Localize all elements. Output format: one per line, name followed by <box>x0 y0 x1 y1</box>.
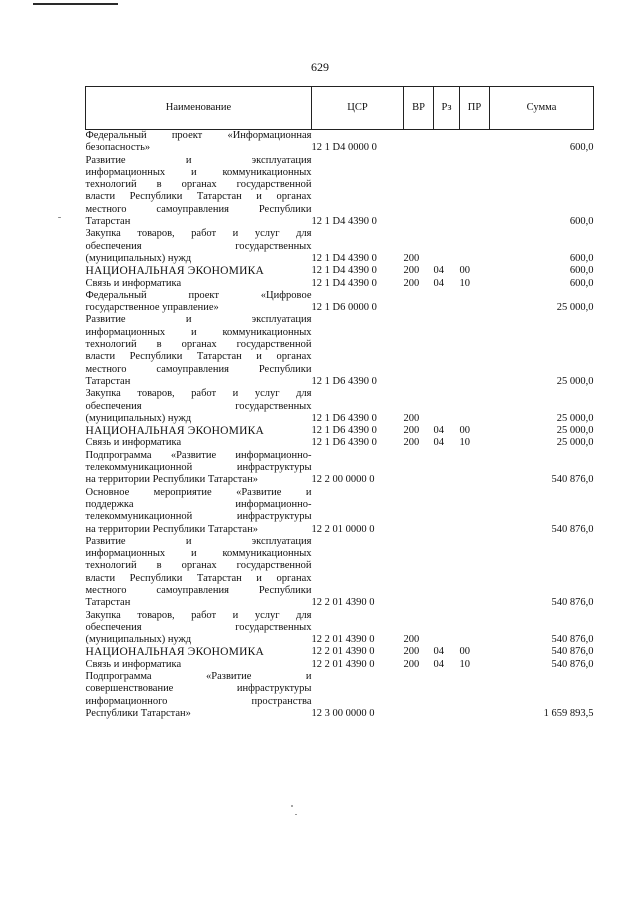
row-pr <box>460 314 490 388</box>
table-row <box>86 536 594 610</box>
row-name-line: Закупка товаров, работ и услуг для <box>85 228 312 240</box>
row-csr: 12 1 D4 4390 0 <box>311 265 377 277</box>
row-rz <box>434 314 460 388</box>
row-rz <box>434 388 460 425</box>
row-rz <box>434 228 460 265</box>
row-csr: 12 1 D4 4390 0 <box>311 252 377 264</box>
row-name-line: технологий в органах государственной <box>85 179 312 191</box>
row-name-line: обеспечения государственных <box>85 400 312 412</box>
row-csr: 12 3 00 0000 0 <box>311 707 375 719</box>
table-row <box>86 671 594 720</box>
row-sum: 540 876,0 <box>551 523 594 535</box>
row-sum: 25 000,0 <box>556 302 594 314</box>
row-name <box>86 265 312 277</box>
row-vr: 200 <box>403 252 420 264</box>
row-rz <box>434 290 460 315</box>
row-sum: 540 876,0 <box>551 474 594 486</box>
row-pr <box>460 487 490 536</box>
row-name-line: НАЦИОНАЛЬНАЯ ЭКОНОМИКА <box>85 265 264 278</box>
table-row <box>86 437 594 449</box>
row-name <box>86 536 312 610</box>
row-name-line: (муниципальных) нужд <box>85 634 192 646</box>
row-pr: 00 <box>459 265 470 277</box>
table-row <box>86 659 594 671</box>
row-vr <box>404 130 434 155</box>
row-rz <box>434 610 460 647</box>
row-sum: 600,0 <box>569 265 594 277</box>
row-sum: 540 876,0 <box>551 634 594 646</box>
row-rz <box>434 671 460 720</box>
row-name-line: местного самоуправления Республики <box>85 203 312 215</box>
row-name-line: Федеральный проект «Информационная <box>85 130 312 141</box>
header-csr: ЦСР <box>312 87 404 130</box>
row-sum: 600,0 <box>569 277 594 289</box>
table-row <box>86 265 594 277</box>
row-vr: 200 <box>403 437 420 449</box>
row-vr: 200 <box>403 425 420 437</box>
table-row <box>86 290 594 315</box>
row-pr <box>460 671 490 720</box>
row-name-line: Основное мероприятие «Развитие и <box>85 486 312 498</box>
row-pr <box>460 388 490 425</box>
row-name-line: Развитие и эксплуатация <box>85 154 312 166</box>
row-name-line: Татарстан <box>85 216 131 228</box>
row-name-line: обеспечения государственных <box>85 240 312 252</box>
row-pr <box>460 610 490 647</box>
row-rz <box>434 536 460 610</box>
scan-speck <box>291 805 293 807</box>
row-rz <box>434 487 460 536</box>
row-name-line: Федеральный проект «Цифровое <box>85 289 312 301</box>
row-csr: 12 1 D6 4390 0 <box>311 437 377 449</box>
row-sum: 25 000,0 <box>556 375 594 387</box>
budget-table <box>85 86 594 720</box>
row-name-line: Связь и информатика <box>85 658 182 670</box>
table-row <box>86 228 594 265</box>
row-rz: 04 <box>433 646 444 658</box>
row-name-line: власти Республики Татарстан и органах <box>85 572 312 584</box>
table-row <box>86 425 594 437</box>
row-vr: 200 <box>403 646 420 658</box>
row-csr: 12 1 D4 4390 0 <box>311 277 377 289</box>
page-number: 629 <box>311 60 329 74</box>
row-name-line: обеспечения государственных <box>85 621 312 633</box>
table-row <box>86 450 594 487</box>
row-name <box>86 290 312 315</box>
row-rz: 04 <box>433 437 444 449</box>
row-rz <box>434 155 460 229</box>
row-name-line: государственное управление» <box>85 302 219 314</box>
row-vr: 200 <box>403 265 420 277</box>
row-vr <box>404 155 434 229</box>
table-row <box>86 487 594 536</box>
header-pr: ПР <box>460 87 490 130</box>
row-name-line: безопасность» <box>85 142 151 154</box>
row-sum: 600,0 <box>569 216 594 228</box>
row-vr: 200 <box>403 634 420 646</box>
row-vr <box>404 671 434 720</box>
row-name-line: местного самоуправления Республики <box>85 363 312 375</box>
row-vr: 200 <box>403 658 420 670</box>
table-header-row <box>86 87 594 130</box>
header-sum: Сумма <box>490 87 594 130</box>
row-name <box>86 314 312 388</box>
row-name <box>86 659 312 671</box>
row-pr: 10 <box>459 437 470 449</box>
row-name-line: информационных и коммуникационных <box>85 166 312 178</box>
row-sum: 600,0 <box>569 142 594 154</box>
header-name: Наименование <box>86 87 312 130</box>
scan-artifact-line <box>33 3 118 5</box>
row-pr <box>460 155 490 229</box>
table-row <box>86 155 594 229</box>
row-name-line: (муниципальных) нужд <box>85 412 192 424</box>
row-csr: 12 1 D4 4390 0 <box>311 216 377 228</box>
row-name-line: поддержка информационно- <box>85 498 312 510</box>
scan-speck <box>295 814 297 815</box>
row-name-line: информационного пространства <box>85 695 312 707</box>
row-name-line: информационных и коммуникационных <box>85 326 312 338</box>
row-name-line: технологий в органах государственной <box>85 339 312 351</box>
row-sum: 25 000,0 <box>556 437 594 449</box>
header-vr: ВР <box>404 87 434 130</box>
row-name-line: Татарстан <box>85 597 131 609</box>
row-vr <box>404 290 434 315</box>
row-pr <box>460 228 490 265</box>
row-name-line: технологий в органах государственной <box>85 560 312 572</box>
row-name-line: Республики Татарстан» <box>85 707 191 719</box>
row-csr: 12 2 01 4390 0 <box>311 597 375 609</box>
row-name-line: Подпрограмма «Развитие информационно- <box>85 449 312 461</box>
table-row <box>86 314 594 388</box>
row-name <box>86 437 312 449</box>
row-name <box>86 646 312 658</box>
row-name-line: НАЦИОНАЛЬНАЯ ЭКОНОМИКА <box>85 425 264 438</box>
row-sum: 540 876,0 <box>551 597 594 609</box>
table-row <box>86 610 594 647</box>
row-name-line: власти Республики Татарстан и органах <box>85 351 312 363</box>
row-name-line: телекоммуникационной инфраструктуры <box>85 511 312 523</box>
row-csr: 12 2 01 0000 0 <box>311 523 375 535</box>
row-csr: 12 1 D6 0000 0 <box>311 302 377 314</box>
row-rz: 04 <box>433 277 444 289</box>
row-name-line: местного самоуправления Республики <box>85 584 312 596</box>
row-name <box>86 487 312 536</box>
row-name-line: телекоммуникационной инфраструктуры <box>85 462 312 474</box>
row-vr: 200 <box>403 412 420 424</box>
row-name-line: информационных и коммуникационных <box>85 548 312 560</box>
row-name-line: Закупка товаров, работ и услуг для <box>85 609 312 621</box>
table-row <box>86 278 594 290</box>
row-name-line: совершенствование инфраструктуры <box>85 683 312 695</box>
row-pr <box>460 290 490 315</box>
row-sum: 600,0 <box>569 252 594 264</box>
row-name <box>86 388 312 425</box>
row-name <box>86 130 312 155</box>
row-name <box>86 155 312 229</box>
row-rz: 04 <box>433 658 444 670</box>
row-csr: 12 2 01 4390 0 <box>311 634 375 646</box>
row-name <box>86 278 312 290</box>
row-pr <box>460 450 490 487</box>
row-pr <box>460 536 490 610</box>
row-vr <box>404 450 434 487</box>
row-name-line: Развитие и эксплуатация <box>85 535 312 547</box>
row-sum: 540 876,0 <box>551 658 594 670</box>
row-name-line: Татарстан <box>85 375 131 387</box>
row-pr: 00 <box>459 425 470 437</box>
row-name-line: Связь и информатика <box>85 277 182 289</box>
row-name-line: на территории Республики Татарстан» <box>85 523 258 535</box>
row-name-line: Связь и информатика <box>85 437 182 449</box>
row-name-line: Подпрограмма «Развитие и <box>85 671 312 683</box>
row-csr: 12 2 00 0000 0 <box>311 474 375 486</box>
row-sum: 1 659 893,5 <box>543 707 594 719</box>
row-name-line: Развитие и эксплуатация <box>85 314 312 326</box>
row-rz <box>434 130 460 155</box>
row-rz: 04 <box>433 425 444 437</box>
row-rz: 04 <box>433 265 444 277</box>
table-row <box>86 130 594 155</box>
row-csr: 12 1 D6 4390 0 <box>311 425 377 437</box>
row-name-line: власти Республики Татарстан и органах <box>85 191 312 203</box>
row-name <box>86 610 312 647</box>
row-vr <box>404 314 434 388</box>
row-pr: 10 <box>459 658 470 670</box>
row-name <box>86 228 312 265</box>
table-row <box>86 388 594 425</box>
table-row <box>86 646 594 658</box>
row-csr: 12 1 D4 0000 0 <box>311 142 377 154</box>
row-csr: 12 2 01 4390 0 <box>311 658 375 670</box>
row-sum: 25 000,0 <box>556 412 594 424</box>
row-name-line: на территории Республики Татарстан» <box>85 474 258 486</box>
row-name-line: НАЦИОНАЛЬНАЯ ЭКОНОМИКА <box>85 646 264 659</box>
row-pr: 00 <box>459 646 470 658</box>
table-body <box>86 130 594 721</box>
row-rz <box>434 450 460 487</box>
row-name <box>86 671 312 720</box>
row-vr <box>404 487 434 536</box>
row-sum: 25 000,0 <box>556 425 594 437</box>
row-name <box>86 425 312 437</box>
row-vr <box>404 536 434 610</box>
row-vr: 200 <box>403 277 420 289</box>
row-name <box>86 450 312 487</box>
row-pr: 10 <box>459 277 470 289</box>
scan-speck <box>58 217 61 218</box>
header-rz: Рз <box>434 87 460 130</box>
row-csr: 12 2 01 4390 0 <box>311 646 375 658</box>
row-csr: 12 1 D6 4390 0 <box>311 375 377 387</box>
row-name-line: (муниципальных) нужд <box>85 252 192 264</box>
row-sum: 540 876,0 <box>551 646 594 658</box>
row-csr: 12 1 D6 4390 0 <box>311 412 377 424</box>
row-name-line: Закупка товаров, работ и услуг для <box>85 388 312 400</box>
row-pr <box>460 130 490 155</box>
